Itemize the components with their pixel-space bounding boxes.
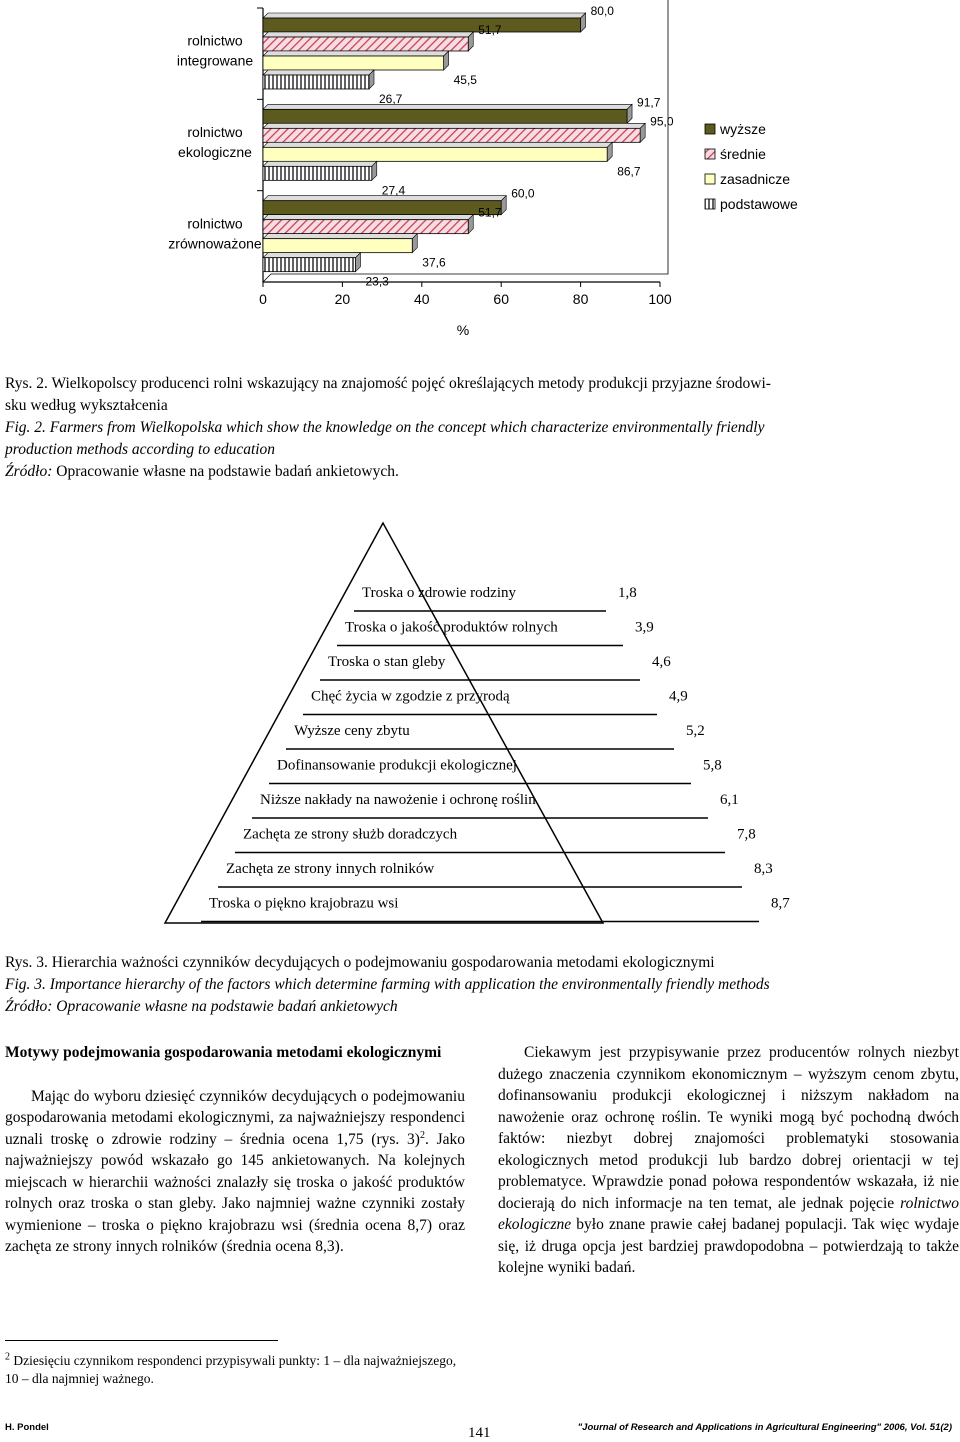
bar-top [263, 32, 473, 37]
bar-średnie-2 [263, 220, 468, 234]
category-label: rolnictwo [187, 32, 243, 49]
bar-value-label: 26,7 [378, 92, 403, 106]
pyramid-factor-score: 5,8 [703, 757, 722, 774]
legend-label: średnie [720, 146, 766, 162]
bar-top [263, 142, 612, 147]
category-label: rolnictwo [187, 124, 243, 140]
footer-journal: "Journal of Research and Applications in Agricultural Engineering" 2006, Vol. 51(2) [577, 1422, 952, 1433]
pyramid-factor-label: Troska o zdrowie rodziny [362, 585, 517, 601]
category-label: zrównoważone [168, 235, 262, 252]
legend-label: podstawowe [720, 196, 798, 212]
pyramid-factor-label: Dofinansowanie produkcji ekologicznej [277, 757, 517, 774]
bar-średnie-0 [263, 37, 468, 51]
pyramid-factor-label: Wyższe ceny zbytu [294, 723, 410, 739]
bar-podstawowe-1 [263, 166, 372, 180]
bar-value-label: 95,0 [650, 114, 674, 129]
page-number: 141 [468, 1425, 491, 1441]
bar-wyższe-1 [263, 109, 627, 123]
figure-3-caption [5, 952, 960, 1018]
x-tick-label: 100 [648, 291, 672, 307]
left-paragraph: Mając do wyboru dziesięć czynników decydujących o podejmowaniu gospodarowania metodami ekologicznymi, za najważniejszy respondenci uznali troskę o zdrowie rodziny – średnia ocena 1,75 (rys. 3)$^2$. Jako najważniejszy powód wskazało go 145 ankietowanych. Na kolejnych miejscach w hierarchii ważności znalazły się troska o jakość produktów rolnych oraz troska o stan gleby. Jako najmniej ważne czynniki zostały wymienione – troska o piękno krajobrazu wsi (średnia ocena 8,7) oraz zachęta ze strony innych rolników (średnia ocena 8,3). [5, 1087, 465, 1255]
bar-top [263, 234, 417, 239]
bar-value-label: 45,5 [453, 73, 477, 87]
right-paragraph: Ciekawym jest przypisywanie przez producentów rolnych niezbyt dużego znaczenia czynnikom ekonomicznym – wyższym cenom zbytu, dofinansowaniu produkcji ekologicznej i niższym nakładom na nawożenie oraz ochronę roślin. Te wyniki mogą być pochodną dwóch faktów: niezbyt dobrej znajomości problematyki stosowania ekologicznych metod produkcji lub bardzo dobrej orientacji w tej problematyce. Wprawdzie ponad połowa respondentów wskazała, iż nie docierają do nich informacje na ten temat, ale jednak pojęcie rolnictwo ekologiczne było znane prawie całej badanej populacji. Tak więc wydaje się, iż druga opcja jest bardziej prawdopodobna – potwierdzają to także kolejne wyniki badań. [498, 1044, 959, 1276]
bar-top [263, 104, 632, 109]
x-tick-label: 80 [572, 291, 589, 307]
figure-2-caption-pl-cont: sku według wykształcenia [5, 397, 168, 414]
x-tick-label: 20 [334, 291, 351, 307]
right-column [498, 1042, 959, 1279]
legend-label: wyższe [720, 121, 766, 137]
bar-zasadnicze-0 [263, 56, 444, 70]
footnote [5, 1352, 467, 1388]
bar-wyższe-0 [263, 18, 581, 32]
bar-value-label: 91,7 [637, 95, 661, 110]
pyramid-factor-score: 8,7 [771, 895, 790, 912]
pyramid-factor-label: Troska o stan gleby [328, 654, 446, 670]
pyramid-factor-score: 4,6 [652, 654, 671, 670]
bar-top [263, 123, 645, 128]
bar-value-label: 80,0 [590, 4, 614, 18]
figure-2-caption-en-cont: production methods according to education [5, 441, 276, 458]
bar-value-label: 51,7 [478, 205, 502, 220]
bar-value-label: 37,6 [422, 255, 446, 270]
legend-swatch [705, 149, 715, 159]
bar-zasadnicze-1 [263, 147, 607, 161]
pyramid-factor-score: 8,3 [754, 861, 773, 877]
x-tick-label: 0 [259, 291, 267, 307]
section-heading: Motywy podejmowania gospodarowania metodami ekologicznymi [5, 1044, 442, 1061]
bar-podstawowe-0 [263, 75, 369, 89]
legend-swatch [705, 199, 715, 209]
pyramid-factor-score: 5,2 [686, 723, 705, 739]
pyramid-factor-label: Troska o jakość produktów rolnych [345, 619, 558, 636]
bar-wyższe-2 [263, 201, 501, 215]
source-label: Źródło: [5, 463, 53, 480]
footnote-number: 2 [5, 1351, 10, 1363]
figure-3-caption-en: Fig. 3. Importance hierarchy of the factors which determine farming with application the environmentally friendly methods [5, 976, 770, 993]
bar-top [263, 51, 449, 56]
pyramid-factor-label: Chęć życia w zgodzie z przyrodą [311, 688, 510, 705]
bar-średnie-1 [263, 128, 640, 142]
footnote-rule [5, 1340, 278, 1341]
pyramid-factor-label: Zachęta ze strony służb doradczych [243, 826, 458, 843]
x-tick-label: 40 [414, 291, 430, 307]
legend-swatch [705, 174, 715, 184]
x-axis-title: % [456, 322, 470, 338]
footnote-text: Dziesięciu czynnikom respondenci przypisywali punkty: 1 – dla najważniejszego, 10 – dla najmniej ważnego. [5, 1353, 457, 1386]
bar-top [263, 161, 377, 166]
figure-2-caption-en: Fig. 2. Farmers from Wielkopolska which show the knowledge on the concept which characterize environmentally friendly [5, 419, 765, 436]
figure-3-source: Źródło: Opracowanie własne na podstawie badań ankietowych [5, 998, 398, 1015]
pyramid-factor-label: Niższe nakłady na nawożenie i ochronę roślin [260, 792, 536, 808]
pyramid-factor-score: 7,8 [737, 826, 756, 843]
pyramid-factor-score: 1,8 [618, 585, 637, 601]
bar-value-label: 86,7 [617, 164, 641, 179]
legend-label: zasadnicze [720, 171, 791, 187]
pyramid-factor-label: Zachęta ze strony innych rolników [226, 861, 435, 877]
bar-value-label: 27,4 [381, 183, 406, 198]
source-text: Opracowanie własne na podstawie badań ankietowych. [56, 463, 399, 480]
bar-podstawowe-2 [263, 258, 356, 272]
footnote-ref: 2 [419, 1129, 425, 1141]
importance-pyramid [0, 515, 960, 940]
category-label: ekologiczne [178, 144, 252, 160]
left-column [5, 1042, 465, 1258]
footer-author: H. Pondel [5, 1422, 49, 1433]
pyramid-factor-score: 6,1 [720, 792, 739, 808]
bar-top [263, 215, 473, 220]
pyramid-factor-score: 3,9 [635, 619, 654, 636]
bar-top [263, 13, 586, 18]
pyramid-factor-label: Troska o piękno krajobrazu wsi [209, 895, 399, 912]
bar-top [263, 70, 374, 75]
legend-swatch [705, 124, 715, 134]
figure-3-caption-pl: Rys. 3. Hierarchia ważności czynników decydujących o podejmowaniu gospodarowania metodami ekologicznymi [5, 954, 715, 971]
bar-zasadnicze-2 [263, 239, 412, 253]
chart-legend [705, 121, 798, 212]
x-tick-label: 60 [493, 291, 509, 307]
bar-value-label: 60,0 [511, 186, 535, 201]
bar-top [263, 253, 361, 258]
pyramid-factor-score: 4,9 [669, 688, 688, 705]
education-bar-chart [0, 0, 960, 345]
bar-value-label: 51,7 [478, 23, 502, 37]
italic-term: rolnictwo ekologiczne [498, 1194, 959, 1233]
bar-value-label: 23,3 [365, 274, 389, 289]
category-label: integrowane [176, 52, 254, 69]
figure-2-caption-pl: Rys. 2. Wielkopolscy producenci rolni wskazujący na znajomość pojęć określających metody produkcji przyjazne środowi- [5, 375, 771, 392]
category-label: rolnictwo [187, 215, 243, 232]
figure-2-caption [5, 373, 960, 483]
figure-2-source [5, 461, 960, 483]
